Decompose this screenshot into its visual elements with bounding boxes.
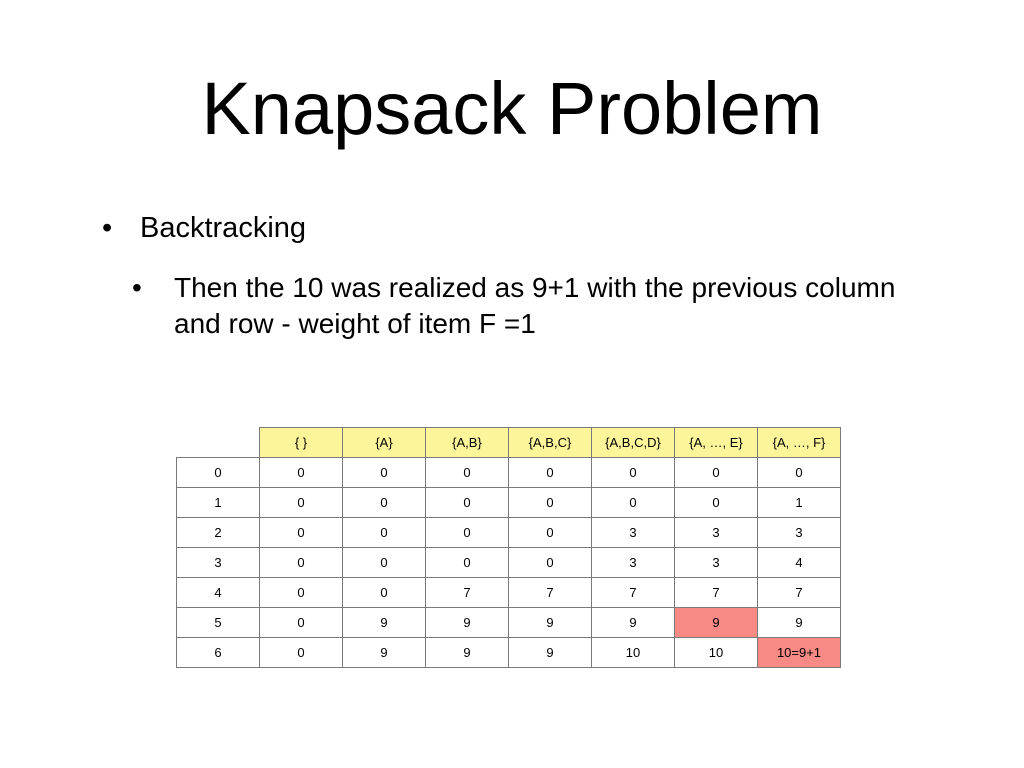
row-label: 3	[177, 548, 260, 578]
table-cell: 0	[260, 578, 343, 608]
table-cell: 7	[426, 578, 509, 608]
table-cell: 3	[675, 518, 758, 548]
table-cell: 0	[509, 548, 592, 578]
table-cell: 0	[343, 458, 426, 488]
table-cell: 0	[675, 488, 758, 518]
row-label: 0	[177, 458, 260, 488]
table-cell: 0	[260, 458, 343, 488]
table-cell: 0	[426, 518, 509, 548]
table-cell: 3	[675, 548, 758, 578]
table-cell: 9	[343, 638, 426, 668]
bullet-level1-text: Backtracking	[140, 212, 307, 244]
slide-title: Knapsack Problem	[201, 67, 823, 150]
highlighted-cell: 10=9+1	[758, 638, 841, 668]
table-row	[177, 458, 841, 488]
table-cell: 0	[592, 488, 675, 518]
table-cell: 9	[509, 638, 592, 668]
table-cell: 0	[675, 458, 758, 488]
table-cell: 9	[592, 608, 675, 638]
column-header: { }	[260, 428, 343, 458]
row-label: 4	[177, 578, 260, 608]
table-cell: 0	[509, 458, 592, 488]
table-cell: 7	[592, 578, 675, 608]
row-label: 1	[177, 488, 260, 518]
column-header: {A, …, E}	[675, 428, 758, 458]
row-label: 6	[177, 638, 260, 668]
table-cell: 10	[675, 638, 758, 668]
table-cell: 7	[509, 578, 592, 608]
table-cell: 4	[758, 548, 841, 578]
table-cell: 0	[509, 488, 592, 518]
table-cell: 3	[592, 518, 675, 548]
table-cell: 0	[509, 518, 592, 548]
table-row	[177, 608, 841, 638]
table-cell: 0	[426, 488, 509, 518]
table-cell: 1	[758, 488, 841, 518]
table-cell: 10	[592, 638, 675, 668]
table-cell: 0	[260, 638, 343, 668]
table-row	[177, 518, 841, 548]
table-cell: 3	[758, 518, 841, 548]
table-cell: 0	[592, 458, 675, 488]
table-cell: 9	[343, 608, 426, 638]
table-corner-cell	[177, 428, 260, 458]
table-row	[177, 488, 841, 518]
knapsack-table	[176, 427, 841, 668]
table-cell: 7	[758, 578, 841, 608]
table-row	[177, 638, 841, 668]
table-cell: 0	[260, 518, 343, 548]
highlighted-cell: 9	[675, 608, 758, 638]
table-header-row	[177, 428, 841, 458]
table-cell: 9	[426, 608, 509, 638]
column-header: {A,B,C}	[509, 428, 592, 458]
table-cell: 0	[343, 578, 426, 608]
table-cell: 0	[343, 518, 426, 548]
table-cell: 0	[426, 548, 509, 578]
table-cell: 9	[758, 608, 841, 638]
table-row	[177, 548, 841, 578]
table-cell: 9	[509, 608, 592, 638]
column-header: {A, …, F}	[758, 428, 841, 458]
table-cell: 7	[675, 578, 758, 608]
bullet-level2-text: Then the 10 was realized as 9+1 with the previous column and row - weight of item F =1	[174, 272, 896, 339]
table-cell: 0	[343, 548, 426, 578]
column-header: {A,B,C,D}	[592, 428, 675, 458]
table-cell: 3	[592, 548, 675, 578]
table-cell: 0	[260, 488, 343, 518]
bullet-marker: •	[132, 272, 142, 303]
column-header: {A,B}	[426, 428, 509, 458]
column-header: {A}	[343, 428, 426, 458]
table-cell: 0	[758, 458, 841, 488]
table-cell: 0	[426, 458, 509, 488]
table-cell: 0	[260, 548, 343, 578]
row-label: 2	[177, 518, 260, 548]
table-cell: 0	[343, 488, 426, 518]
table-cell: 9	[426, 638, 509, 668]
bullet-marker: •	[102, 212, 113, 244]
row-label: 5	[177, 608, 260, 638]
table-row	[177, 578, 841, 608]
table-cell: 0	[260, 608, 343, 638]
